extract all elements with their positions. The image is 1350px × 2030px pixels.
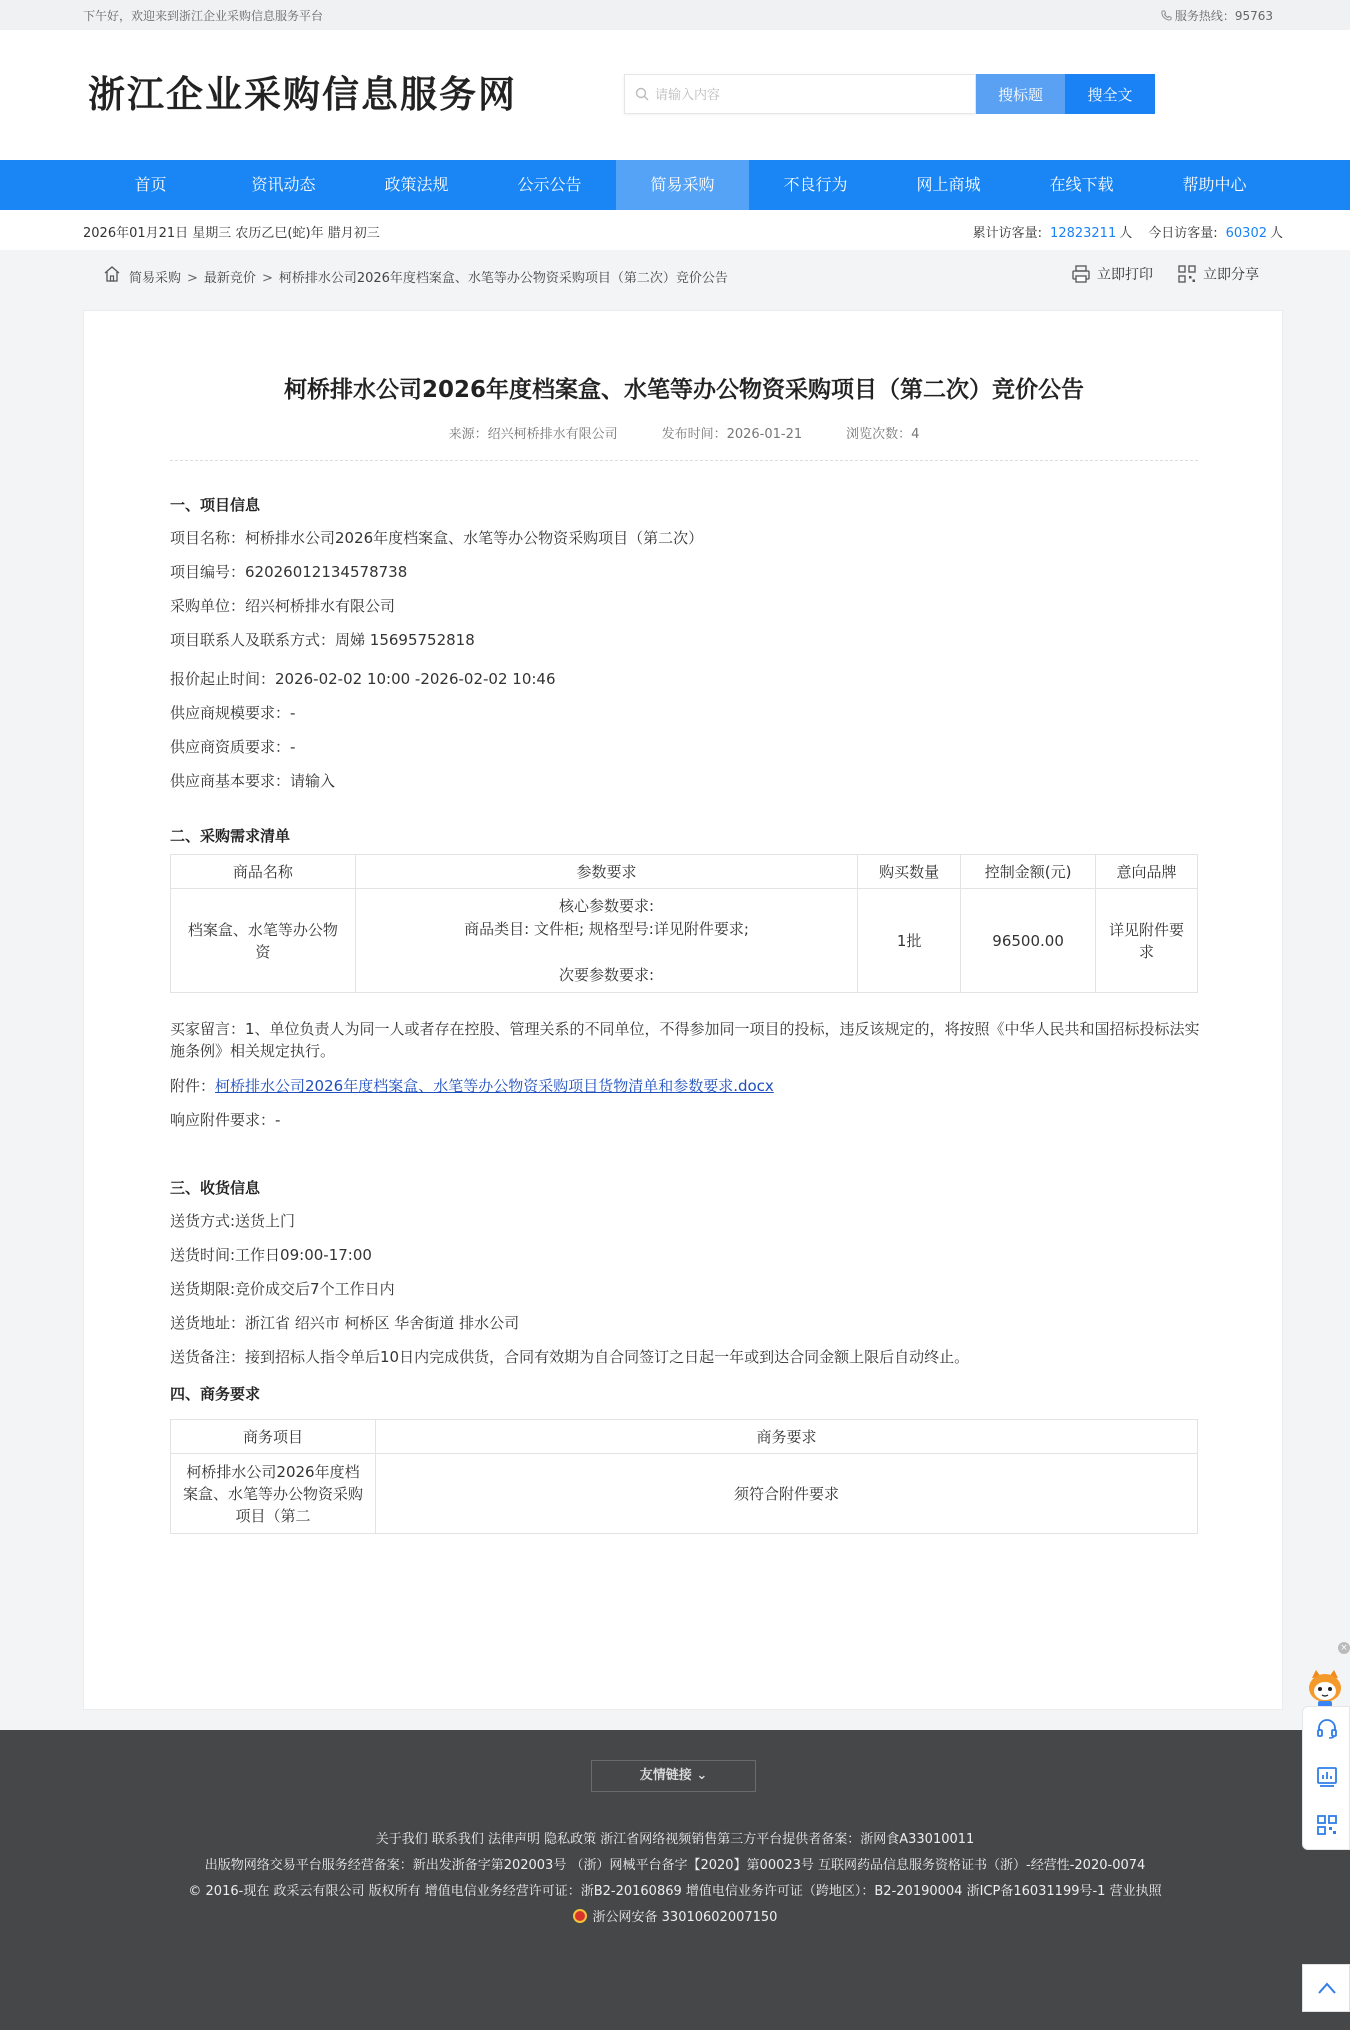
article-card (83, 310, 1283, 1710)
current-date: 2026年01月21日 星期三 农历乙巳(蛇)年 腊月初三 (83, 226, 380, 241)
section-heading: 三、收货信息 (170, 1179, 261, 1197)
table-cell: 须符合附件要求 (376, 1454, 1198, 1534)
headset-icon[interactable] (1315, 1717, 1339, 1741)
nav-item-help[interactable]: 帮助中心 (1182, 175, 1247, 194)
nav-item-notices[interactable]: 公示公告 (517, 175, 582, 194)
hotline-text: 服务热线：95763 (1174, 9, 1273, 23)
hotline (1161, 7, 1273, 24)
nav-item-simple-procurement[interactable]: 简易采购 (616, 160, 749, 210)
police-emblem-icon (573, 1909, 587, 1923)
qrcode-icon (1177, 264, 1197, 284)
total-visitors-label: 累计访客量: (972, 226, 1043, 241)
article-publish-date: 发布时间：2026-01-21 (661, 427, 803, 442)
buyer-note: 买家留言：1、单位负责人为同一人或者存在控股、管理关系的不同单位，不得参加同一项目的投标，违反该规定的，将按照《中华人民共和国招标投标法实施条例》相关规定执行。 (170, 1020, 1200, 1060)
info-line: 送货时间:工作日09:00-17:00 (170, 1246, 372, 1264)
article-meta (84, 423, 1284, 442)
nav-item-home[interactable]: 首页 (134, 175, 167, 194)
info-line: 项目名称：柯桥排水公司2026年度档案盒、水笔等办公物资采购项目（第二次） (170, 529, 704, 547)
share-label: 立即分享 (1203, 267, 1259, 283)
table-header: 商品名称 (171, 855, 356, 889)
footer-license: 出版物网络交易平台服务经营备案：新出发浙备字第202003号 （浙）网械平台备字【2020】第00023号 互联网药品信息服务资格证书（浙）-经营性-2020-0074 (204, 1858, 1146, 1873)
floating-toolbar (1302, 1706, 1350, 1850)
search-input[interactable] (655, 75, 965, 113)
info-line: 供应商规模要求：- (170, 704, 296, 722)
nav-item-policy[interactable]: 政策法规 (384, 175, 449, 194)
section-heading: 二、采购需求清单 (170, 827, 291, 845)
greeting-text: 下午好，欢迎来到浙江企业采购信息服务平台 (83, 9, 324, 23)
business-table (170, 1419, 1198, 1534)
share-button[interactable] (1177, 264, 1259, 284)
table-header: 商务要求 (376, 1420, 1198, 1454)
visitor-stats (973, 222, 1283, 241)
table-cell: 1批 (858, 889, 961, 993)
param-minor: 次要参数要求: (559, 965, 655, 984)
breadcrumb-current: 柯桥排水公司2026年度档案盒、水笔等办公物资采购项目（第二次）竞价公告 (278, 271, 728, 286)
requirements-table (170, 854, 1198, 993)
table-header: 购买数量 (858, 855, 961, 889)
info-line: 响应附件要求：- (170, 1111, 281, 1129)
site-header (0, 30, 1350, 160)
article-views: 浏览次数：4 (846, 427, 920, 442)
info-line: 送货地址：浙江省 绍兴市 柯桥区 华舍街道 排水公司 (170, 1314, 520, 1332)
nav-item-misconduct[interactable]: 不良行为 (783, 175, 848, 194)
breadcrumb: 简易采购 > 最新竞价 > 柯桥排水公司2026年度档案盒、水笔等办公物资采购项目（第二次）竞价公告 (129, 271, 728, 286)
table-row (171, 889, 1198, 993)
info-line: 项目编号：62026012134578738 (170, 563, 408, 581)
search-icon (635, 87, 649, 101)
total-visitors-value: 12823211 (1050, 226, 1117, 241)
table-cell: 档案盒、水笔等办公物资 (171, 889, 356, 993)
info-line: 供应商资质要求：- (170, 738, 296, 756)
table-cell: 96500.00 (961, 889, 1096, 993)
unit-label: 人 (1269, 226, 1283, 241)
breadcrumb-row (83, 254, 1283, 298)
nav-item-mall[interactable]: 网上商城 (916, 175, 981, 194)
report-icon[interactable] (1315, 1765, 1339, 1789)
breadcrumb-item[interactable]: 简易采购 (129, 271, 182, 286)
article-title: 柯桥排水公司2026年度档案盒、水笔等办公物资采购项目（第二次）竞价公告 (283, 377, 1084, 403)
section-heading: 四、商务要求 (170, 1385, 261, 1403)
unit-label: 人 (1119, 226, 1133, 241)
param-core: 核心参数要求: (559, 896, 655, 915)
attachment-line (170, 1075, 774, 1096)
info-line: 送货方式:送货上门 (170, 1212, 296, 1230)
attachment-label: 附件： (170, 1077, 216, 1095)
nav-item-downloads[interactable]: 在线下载 (1049, 175, 1114, 194)
search-box (624, 74, 976, 114)
table-header: 控制金额(元) (961, 855, 1096, 889)
print-label: 立即打印 (1097, 267, 1153, 283)
friend-links-dropdown[interactable]: 友情链接 ⌄ (591, 1760, 756, 1792)
breadcrumb-item[interactable]: 最新竞价 (203, 271, 256, 286)
site-footer (0, 1730, 1350, 2030)
footer-police-record: 浙公网安备 33010602007150 (0, 1906, 1350, 1925)
info-line: 供应商基本要求：请输入 (170, 772, 336, 790)
mascot-icon[interactable] (1306, 1668, 1344, 1708)
print-button[interactable] (1071, 264, 1153, 284)
phone-icon (1161, 10, 1172, 21)
qrcode-icon[interactable] (1315, 1813, 1339, 1837)
footer-copyright: © 2016-现在 政采云有限公司 版权所有 增值电信业务经营许可证：浙B2-20160869 增值电信业务许可证（跨地区）：B2-20190004 浙ICP备16031199号-1 营业执照 (188, 1884, 1162, 1899)
info-bar (0, 210, 1350, 250)
back-to-top-button[interactable] (1302, 1964, 1350, 2012)
top-bar (0, 0, 1350, 30)
table-row (171, 1454, 1198, 1534)
info-line: 项目联系人及联系方式：周娣 15695752818 (170, 631, 475, 649)
today-visitors-value: 60302 (1225, 226, 1267, 241)
article-source: 来源：绍兴柯桥排水有限公司 (448, 427, 618, 442)
info-line: 送货期限:竞价成交后7个工作日内 (170, 1280, 395, 1298)
info-line: 采购单位：绍兴柯桥排水有限公司 (170, 597, 396, 615)
info-line: 报价起止时间：2026-02-02 10:00 -2026-02-02 10:46 (170, 670, 556, 688)
printer-icon (1071, 264, 1091, 284)
param-detail: 商品类目: 文件柜; 规格型号:详见附件要求; (464, 919, 749, 938)
chevron-up-icon (1317, 1980, 1337, 1996)
search-fulltext-button[interactable]: 搜全文 (1065, 74, 1155, 114)
table-cell (355, 889, 857, 993)
table-cell: 柯桥排水公司2026年度档案盒、水笔等办公物资采购项目（第二 (171, 1454, 376, 1534)
search-title-button[interactable]: 搜标题 (976, 74, 1065, 114)
table-header: 商务项目 (171, 1420, 376, 1454)
table-cell: 详见附件要求 (1096, 889, 1198, 993)
footer-links: 关于我们 联系我们 法律声明 隐私政策 浙江省网络视频销售第三方平台提供者备案：浙网食A33010011 (375, 1832, 975, 1847)
today-visitors-label: 今日访客量: (1148, 226, 1218, 241)
nav-item-news[interactable]: 资讯动态 (251, 175, 316, 194)
info-line: 送货备注：接到招标人指令单后10日内完成供货，合同有效期为自合同签订之日起一年或到达合同金额上限后自动终止。 (170, 1348, 970, 1366)
home-icon (103, 265, 121, 283)
attachment-link[interactable]: 柯桥排水公司2026年度档案盒、水笔等办公物资采购项目货物清单和参数要求.docx (215, 1077, 774, 1095)
table-header: 意向品牌 (1096, 855, 1198, 889)
site-logo[interactable]: 浙江企业采购信息服务网 (88, 73, 517, 116)
divider (170, 460, 1198, 461)
table-header: 参数要求 (355, 855, 857, 889)
main-nav (0, 160, 1350, 210)
close-icon[interactable]: × (1338, 1642, 1350, 1654)
section-heading: 一、项目信息 (170, 496, 261, 514)
